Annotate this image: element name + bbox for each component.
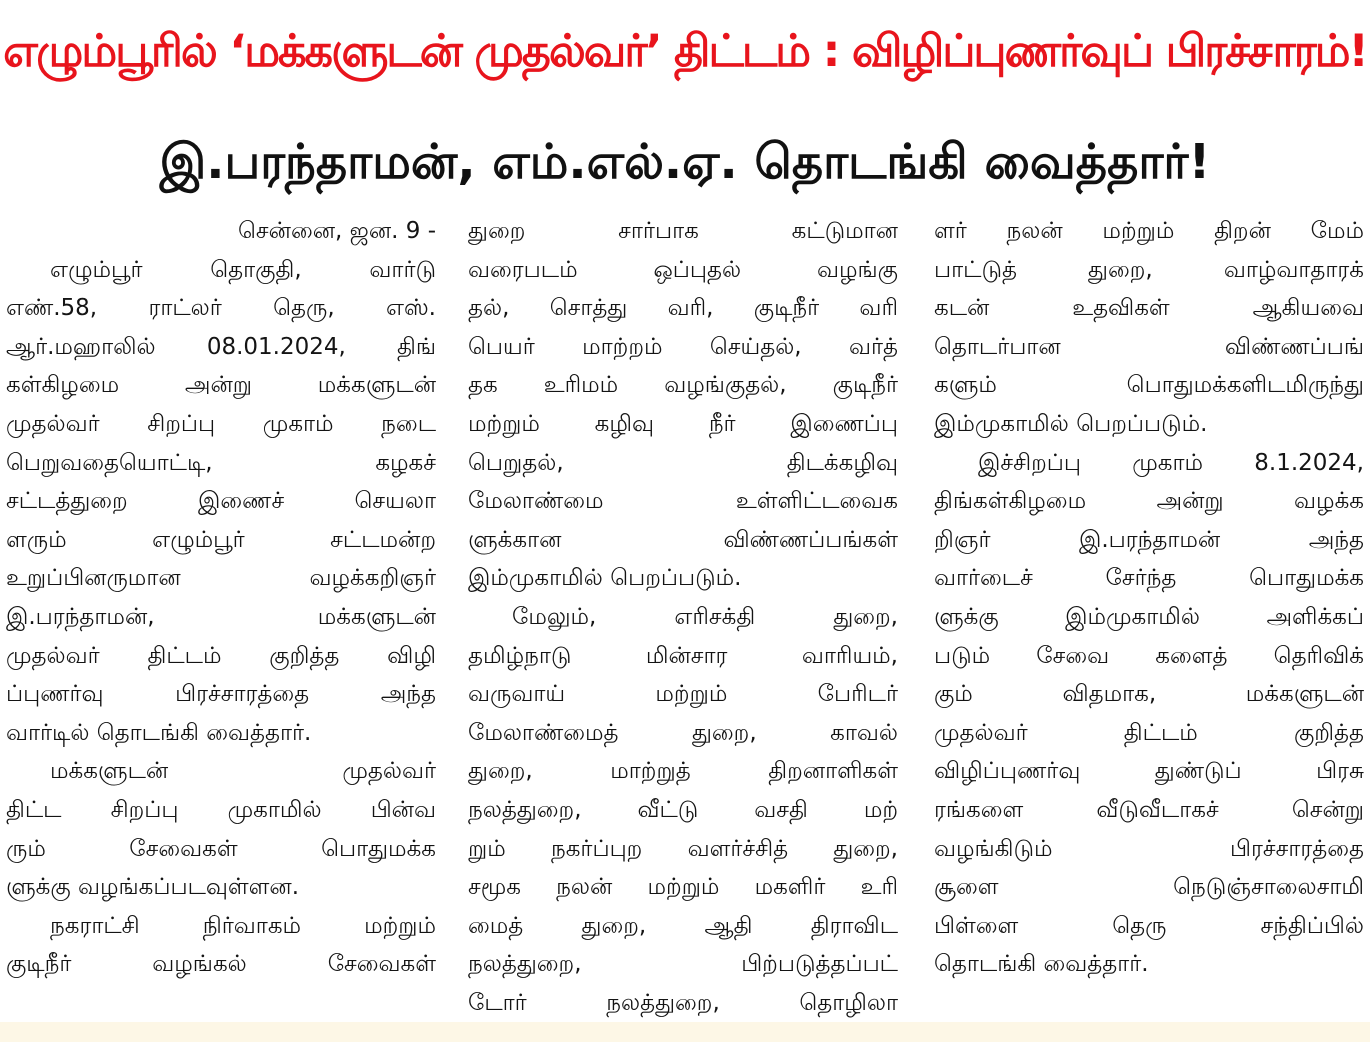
bottom-band: [0, 1022, 1370, 1042]
article-column-2: [468, 212, 898, 1016]
body-line: டோர் நலத்துறை, தொழிலா: [468, 989, 898, 1016]
body-line: ளுக்கு இம்முகாமில் அளிக்கப்: [934, 603, 1364, 630]
body-line: உறுப்பினருமான வழக்கறிஞர்: [6, 565, 436, 592]
body-line: தல், சொத்து வரி, குடிநீர் வரி: [468, 295, 898, 322]
body-line: ப்புணர்வு பிரச்சாரத்தை அந்த: [6, 681, 436, 708]
body-line: சட்டத்துறை இணைச் செயலா: [6, 488, 436, 515]
body-line: சமூக நலன் மற்றும் மகளிர் உரி: [468, 874, 898, 901]
body-line: மைத் துறை, ஆதி திராவிட: [468, 912, 898, 939]
body-line: எண்.58, ராட்லர் தெரு, எஸ்.: [6, 295, 436, 322]
body-line: றிஞர் இ.பரந்தாமன் அந்த: [934, 526, 1364, 553]
body-line: வார்டில் தொடங்கி வைத்தார்.: [6, 719, 312, 746]
body-line: வரைபடம் ஒப்புதல் வழங்கு: [468, 256, 898, 283]
body-line: மேலும், எரிசக்தி துறை,: [512, 603, 898, 630]
body-line: முதல்வர் திட்டம் குறித்த: [934, 719, 1364, 746]
body-line: கும் விதமாக, மக்களுடன்: [934, 681, 1364, 708]
body-line: ளர் நலன் மற்றும் திறன் மேம்: [934, 218, 1364, 244]
body-line: தமிழ்நாடு மின்சார வாரியம்,: [468, 642, 898, 669]
body-line: றும் நகர்ப்புற வளர்ச்சித் துறை,: [468, 835, 898, 862]
body-line: ரும் சேவைகள் பொதுமக்க: [6, 835, 436, 862]
body-line: படும் சேவை களைத் தெரிவிக்: [934, 642, 1364, 669]
body-line: களும் பொதுமக்களிடமிருந்து: [934, 372, 1364, 399]
body-line: திட்ட சிறப்பு முகாமில் பின்வ: [6, 796, 436, 823]
article-column-1: [6, 212, 436, 1012]
body-line: நலத்துறை, பிற்படுத்தப்பட்: [468, 951, 898, 978]
body-line: எழும்பூர் தொகுதி, வார்டு: [50, 256, 436, 283]
body-line: பிள்ளை தெரு சந்திப்பில்: [934, 912, 1364, 939]
headline: எழும்பூரில் ‘மக்களுடன் முதல்வர்’ திட்டம் : விழிப்புணர்வுப் பிரச்சாரம்!: [3, 26, 1367, 77]
body-line: வருவாய் மற்றும் பேரிடர்: [468, 681, 898, 708]
body-line: நலத்துறை, வீட்டு வசதி மற்: [468, 796, 898, 823]
body-line: தொடங்கி வைத்தார்.: [934, 951, 1149, 978]
body-line: ளுக்கு வழங்கப்படவுள்ளன.: [6, 874, 300, 901]
body-line: சூளை நெடுஞ்சாலைசாமி: [934, 874, 1364, 901]
body-line: முதல்வர் திட்டம் குறித்த விழி: [6, 642, 436, 669]
body-line: ஆர்.மஹாலில் 08.01.2024, திங்: [6, 333, 436, 360]
body-line: இம்முகாமில் பெறப்படும்.: [934, 410, 1208, 437]
body-line: இச்சிறப்பு முகாம் 8.1.2024,: [978, 449, 1364, 476]
body-line: தொடர்பான விண்ணப்பங்: [934, 333, 1364, 360]
body-line: கள்கிழமை அன்று மக்களுடன்: [6, 372, 436, 399]
body-line: மக்களுடன் முதல்வர்: [50, 758, 436, 785]
body-line: குடிநீர் வழங்கல் சேவைகள்: [6, 951, 436, 978]
body-line: ரங்களை வீடுவீடாகச் சென்று: [934, 796, 1364, 823]
body-line: இம்முகாமில் பெறப்படும்.: [468, 565, 742, 592]
body-line: ளுக்கான விண்ணப்பங்கள்: [468, 526, 898, 553]
body-line: தக உரிமம் வழங்குதல், குடிநீர்: [468, 372, 898, 399]
body-line: விழிப்புணர்வு துண்டுப் பிரசு: [934, 758, 1364, 785]
body-line: நகராட்சி நிர்வாகம் மற்றும்: [50, 912, 436, 939]
body-line: பெயர் மாற்றம் செய்தல், வர்த்: [468, 333, 898, 360]
body-line: வார்டைச் சேர்ந்த பொதுமக்க: [934, 565, 1364, 592]
body-line: கடன் உதவிகள் ஆகியவை: [934, 295, 1364, 322]
body-line: இ.பரந்தாமன், மக்களுடன்: [6, 603, 436, 630]
body-line: முதல்வர் சிறப்பு முகாம் நடை: [6, 410, 436, 437]
article-column-3: [934, 212, 1364, 1012]
body-line: ளரும் எழும்பூர் சட்டமன்ற: [6, 526, 436, 553]
dateline: சென்னை, ஜன. 9 -: [238, 218, 436, 244]
body-line: வழங்கிடும் பிரச்சாரத்தை: [934, 835, 1364, 862]
body-line: பெறுவதையொட்டி, கழகச்: [6, 449, 436, 476]
body-line: மற்றும் கழிவு நீர் இணைப்பு: [468, 410, 898, 437]
body-line: துறை, மாற்றுத் திறனாளிகள்: [468, 758, 898, 785]
body-line: திங்கள்கிழமை அன்று வழக்க: [934, 488, 1364, 515]
body-line: பாட்டுத் துறை, வாழ்வாதாரக்: [934, 256, 1364, 283]
body-line: பெறுதல், திடக்கழிவு: [468, 449, 898, 476]
body-line: துறை சார்பாக கட்டுமான: [468, 218, 898, 244]
subheadline: இ.பரந்தாமன், எம்.எல்.ஏ. தொடங்கி வைத்தார்!: [159, 134, 1211, 190]
body-line: மேலாண்மைத் துறை, காவல்: [468, 719, 898, 746]
body-line: மேலாண்மை உள்ளிட்டவைக: [468, 488, 898, 515]
